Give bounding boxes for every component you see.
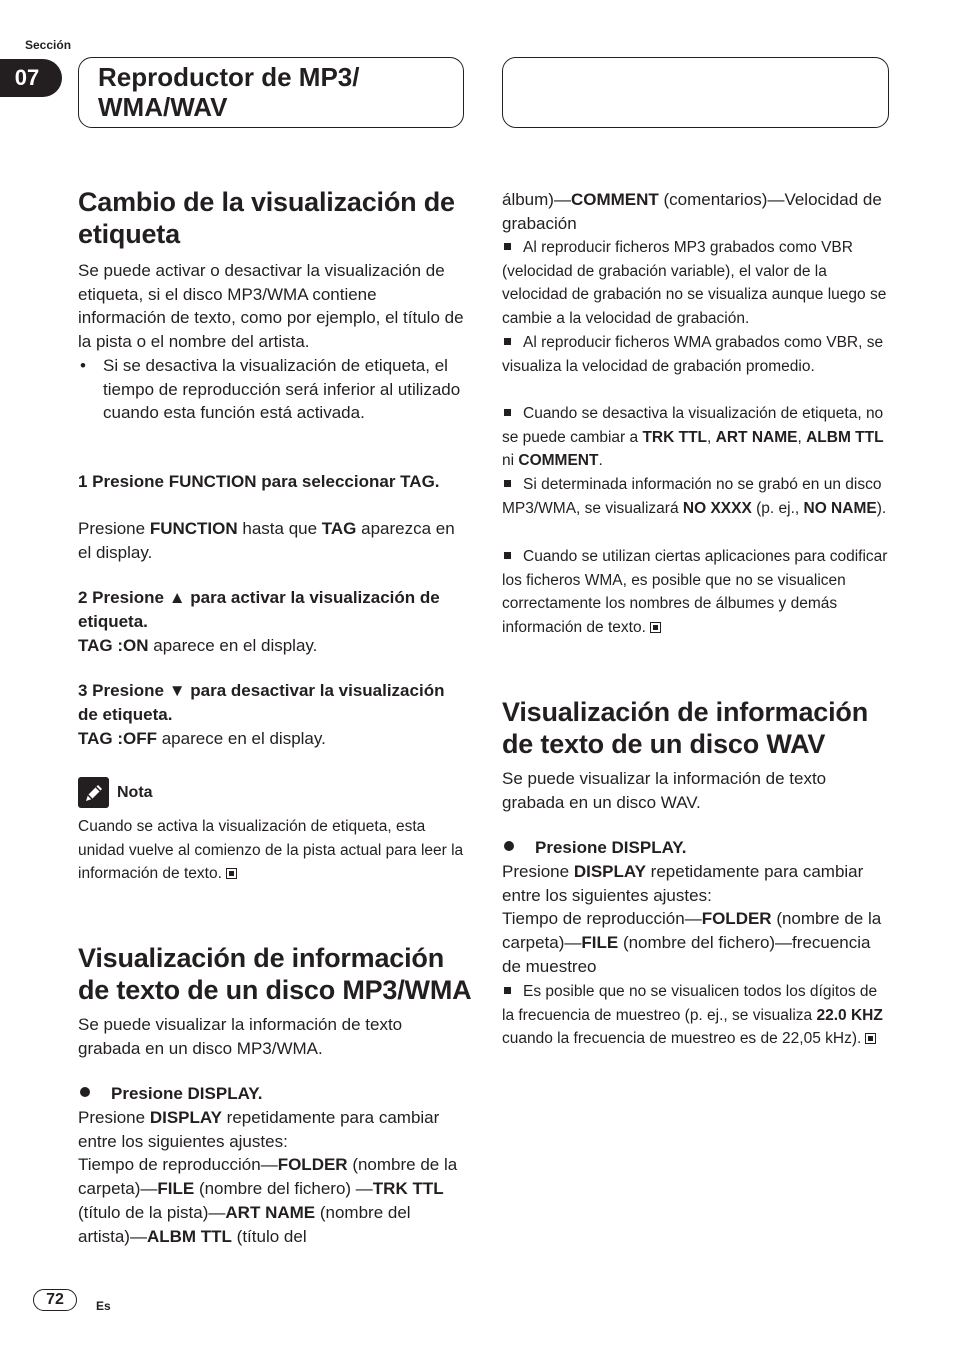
square-bullet-icon [504, 480, 511, 487]
section-end-icon [226, 868, 237, 879]
bullet-dot-icon [80, 1087, 90, 1097]
continued-settings: álbum)—COMMENT (comentarios)—Velocidad de grabación [502, 190, 882, 233]
intro-tag-display: Se puede activar o desactivar la visualización de etiqueta, si el disco MP3/WMA contiene información de texto, como por ejemplo, el título de la pista o el nombre del artista. [78, 261, 464, 352]
section-end-icon [650, 622, 661, 633]
intro-wav-text: Se puede visualizar la información de texto grabada en un disco WAV. [502, 769, 827, 812]
bullet-dot: • [80, 356, 86, 375]
square-bullet-icon [504, 243, 511, 250]
section-label: Sección [25, 38, 72, 52]
step-wav-display-title: Presione DISPLAY. [502, 836, 890, 860]
note-sample-rate: Es posible que no se visualicen todos los dígitos de la frecuencia de muestreo (p. ej., se visualiza 22.0 KHZ cuando la frecuencia de muestreo es de 22,05 kHz). [502, 983, 883, 1047]
language-code: Es [96, 1299, 111, 1313]
square-bullet-icon [504, 409, 511, 416]
up-arrow-icon: ▲ [168, 588, 186, 607]
step-wav-display-text: Presione DISPLAY repetidamente para cambiar entre los siguientes ajustes: Tiempo de reproducción—FOLDER (nombre de la carpeta)—FILE (nombre del fichero)—frecuencia de muestreo [502, 862, 882, 976]
note-label: Nota [117, 783, 153, 801]
heading-mp3-wma-text: Visualización de información de texto de un disco MP3/WMA [78, 943, 472, 1005]
section-end-icon [865, 1033, 876, 1044]
note-no-name: Si determinada información no se grabó en un disco MP3/WMA, se visualizará NO XXXX (p. ej., NO NAME). [502, 476, 887, 517]
bullet-dot-icon [504, 841, 514, 851]
note-wma-encoding: Cuando se utilizan ciertas aplicaciones para codificar los ficheros WMA, es posible que no se visualicen correctamente los nombres de álbumes y demás información de texto. [502, 548, 888, 636]
note-vbr-mp3: Al reproducir ficheros MP3 grabados como VBR (velocidad de grabación variable), el valor de la velocidad de grabación no se visualiza aunque luego se cambie a la velocidad de grabación. [502, 239, 887, 327]
down-arrow-icon: ▼ [168, 681, 186, 700]
note-tag-off: Cuando se desactiva la visualización de etiqueta, no se puede cambiar a TRK TTL, ART NAME, ALBM TTL ni COMMENT. [502, 405, 884, 469]
page-number: 72 [33, 1289, 77, 1311]
step-2-text: TAG :ON aparece en el display. [78, 636, 318, 655]
step-2-title: 2 Presione ▲ para activar la visualización de etiqueta. [78, 588, 440, 631]
section-number-tab: 07 [0, 59, 62, 97]
step-display-title: Presione DISPLAY. [78, 1082, 466, 1106]
heading-tag-display: Cambio de la visualización de etiqueta [78, 187, 455, 249]
heading-wav-text: Visualización de información de texto de un disco WAV [502, 697, 868, 759]
square-bullet-icon [504, 987, 511, 994]
step-1-text: Presione FUNCTION hasta que TAG aparezca en el display. [78, 519, 455, 562]
note-vbr-wma: Al reproducir ficheros WMA grabados como VBR, se visualiza la velocidad de grabación promedio. [502, 334, 884, 375]
square-bullet-icon [504, 552, 511, 559]
square-bullet-icon [504, 338, 511, 345]
step-display-text: Presione DISPLAY repetidamente para cambiar entre los siguientes ajustes: Tiempo de reproducción—FOLDER (nombre de la carpeta)—FILE (nombre del fichero) —TRK TTL (título de la pista)—ART NAME (nombre del artista)—ALBM TTL (título del [78, 1108, 458, 1246]
empty-header-box [502, 57, 889, 128]
note-header [78, 777, 153, 808]
chapter-title: Reproductor de MP3/ WMA/WAV [98, 62, 360, 122]
pencil-note-icon [78, 777, 109, 808]
bullet-tag-note [78, 354, 466, 425]
step-3-text: TAG :OFF aparece en el display. [78, 729, 326, 748]
step-3-title: 3 Presione ▼ para desactivar la visualización de etiqueta. [78, 681, 445, 724]
note-text: Cuando se activa la visualización de etiqueta, esta unidad vuelve al comienzo de la pista actual para leer la información de texto. [78, 818, 464, 882]
intro-mp3-wma-text: Se puede visualizar la información de texto grabada en un disco MP3/WMA. [78, 1015, 403, 1058]
step-1-title: 1 Presione FUNCTION para seleccionar TAG. [78, 472, 440, 491]
bullet-text: Si se desactiva la visualización de etiqueta, el tiempo de reproducción será inferior al utilizado cuando esta función está activada. [103, 356, 461, 423]
